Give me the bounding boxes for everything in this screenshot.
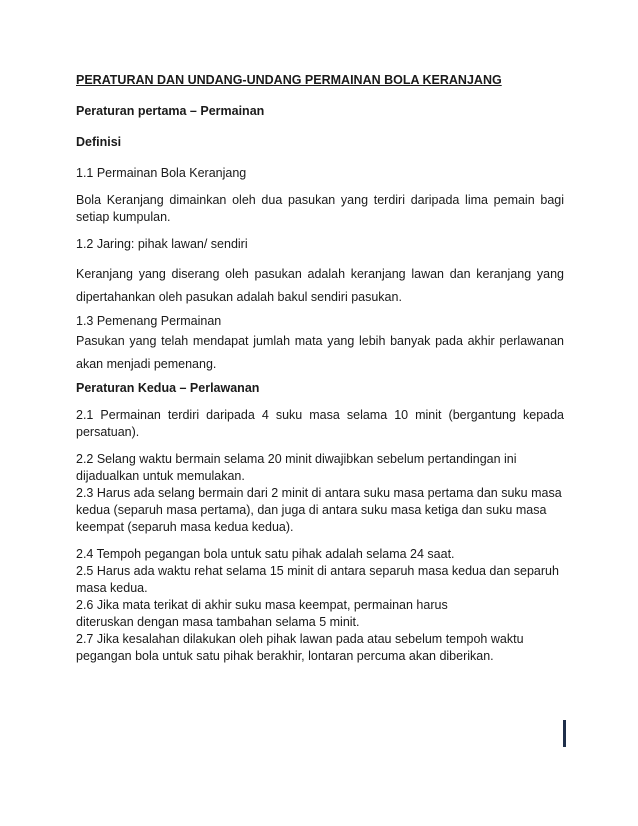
rule-2-7-line-2: pegangan bola untuk satu pihak berakhir, lontaran percuma akan diberikan. [76,649,494,663]
rule-2-6-line-2: diteruskan dengan masa tambahan selama 5 minit. [76,615,360,629]
rule-2-5-line-2: masa kedua. [76,581,148,595]
rule-2-1: 2.1 Permainan terdiri daripada 4 suku masa selama 10 minit (bergantung kepada persatuan). [76,408,564,439]
page-marker-bar [563,720,566,747]
document-title: PERATURAN DAN UNDANG-UNDANG PERMAINAN BOLA KERANJANG [76,73,502,87]
document-body [76,72,564,665]
subsection-1-1-label: 1.1 Permainan Bola Keranjang [76,166,247,180]
rule-2-2-line-2: dijadualkan untuk memulakan. [76,469,245,483]
rule-2-3-line-2: kedua (separuh masa pertama), dan juga di antara suku masa ketiga dan suku masa [76,503,547,517]
rule-2-3-line-1: 2.3 Harus ada selang bermain dari 2 minit di antara suku masa pertama dan suku masa [76,486,562,500]
rule-2-3-line-3: keempat (separuh masa kedua kedua). [76,520,294,534]
rule-2-5-line-1: 2.5 Harus ada waktu rehat selama 15 minit di antara separuh masa kedua dan separuh [76,564,559,578]
section-heading-2: Peraturan Kedua – Perlawanan [76,381,260,395]
subsection-1-3-label: 1.3 Pemenang Permainan [76,314,222,328]
rule-2-2-line-1: 2.2 Selang waktu bermain selama 20 minit diwajibkan sebelum pertandingan ini [76,452,517,466]
subsection-1-2-label: 1.2 Jaring: pihak lawan/ sendiri [76,237,248,251]
subsection-1-1-text: Bola Keranjang dimainkan oleh dua pasukan yang terdiri daripada lima pemain bagi setiap kumpulan. [76,193,564,224]
section-heading-1: Peraturan pertama – Permainan [76,104,265,118]
definition-heading: Definisi [76,135,122,149]
subsection-1-2-text: Keranjang yang diserang oleh pasukan adalah keranjang lawan dan keranjang yang dipertahankan oleh pasukan adalah bakul sendiri pasukan. [76,267,564,304]
subsection-1-3-text: Pasukan yang telah mendapat jumlah mata yang lebih banyak pada akhir perlawanan akan menjadi pemenang. [76,334,564,371]
rule-2-7-line-1: 2.7 Jika kesalahan dilakukan oleh pihak lawan pada atau sebelum tempoh waktu [76,632,524,646]
rule-2-4: 2.4 Tempoh pegangan bola untuk satu pihak adalah selama 24 saat. [76,547,455,561]
rule-2-6-line-1: 2.6 Jika mata terikat di akhir suku masa keempat, permainan harus [76,598,448,612]
